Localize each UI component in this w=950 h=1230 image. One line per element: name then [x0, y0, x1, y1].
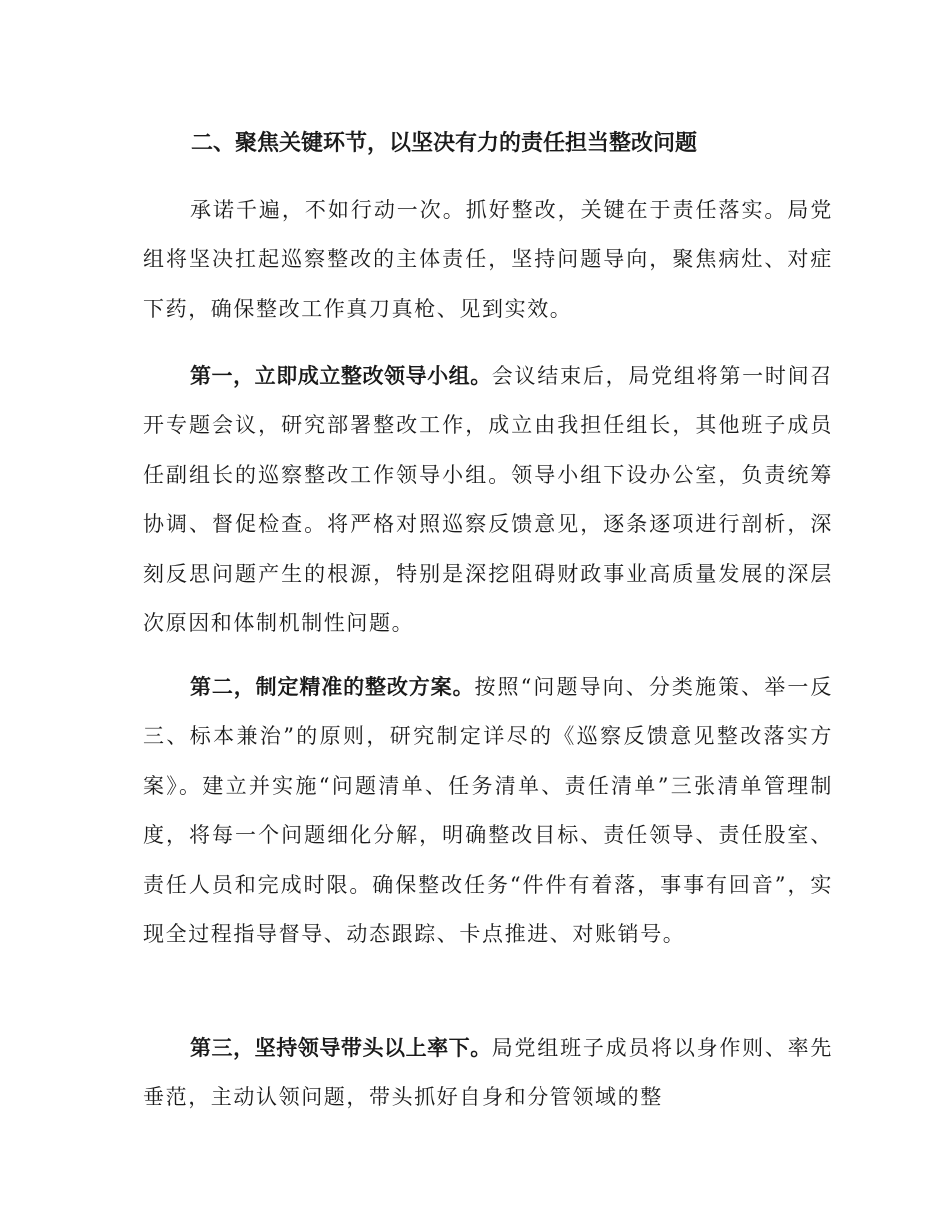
paragraph-third: [143, 1024, 833, 1123]
paragraph-body: 会议结束后，局党组将第一时间召开专题会议，研究部署整改工作，成立由我担任组长，其他班子成员任副组长的巡察整改工作领导小组。领导小组下设办公室，负责统筹协调、督促检查。将严格对照巡察反馈意见，逐条逐项进行剖析，深刻反思问题产生的根源，特别是深挖阻碍财政事业高质量发展的深层次原因和体制机制性问题。: [143, 364, 833, 636]
paragraph-lead: 第一，立即成立整改领导小组。: [190, 364, 492, 388]
paragraph-intro: [143, 186, 833, 334]
paragraph-body: 按照“问题导向、分类施策、举一反三、标本兼治”的原则，研究制定详尽的《巡察反馈意见整改落实方案》。建立并实施“问题清单、任务清单、责任清单”三张清单管理制度，将每一个问题细化分解，明确整改目标、责任领导、责任股室、责任人员和完成时限。确保整改任务“件件有着落，事事有回音”，实现全过程指导督导、动态跟踪、卡点推进、对账销号。: [143, 675, 833, 947]
paragraph-body: 局党组班子成员将以身作则、率先垂范，主动认领问题，带头抓好自身和分管领域的整: [143, 1036, 833, 1110]
paragraph-second: [143, 663, 833, 959]
paragraph-lead: 第三，坚持领导带头以上率下。: [190, 1036, 492, 1060]
paragraph-body: 承诺千遍，不如行动一次。抓好整改，关键在于责任落实。局党组将坚决扛起巡察整改的主体责任，坚持问题导向，聚焦病灶、对症下药，确保整改工作真刀真枪、见到实效。: [143, 198, 833, 321]
section-heading: 二、聚焦关键环节，以坚决有力的责任担当整改问题: [191, 131, 698, 156]
paragraph-first: [143, 352, 833, 648]
paragraph-lead: 第二，制定精准的整改方案。: [190, 675, 475, 699]
